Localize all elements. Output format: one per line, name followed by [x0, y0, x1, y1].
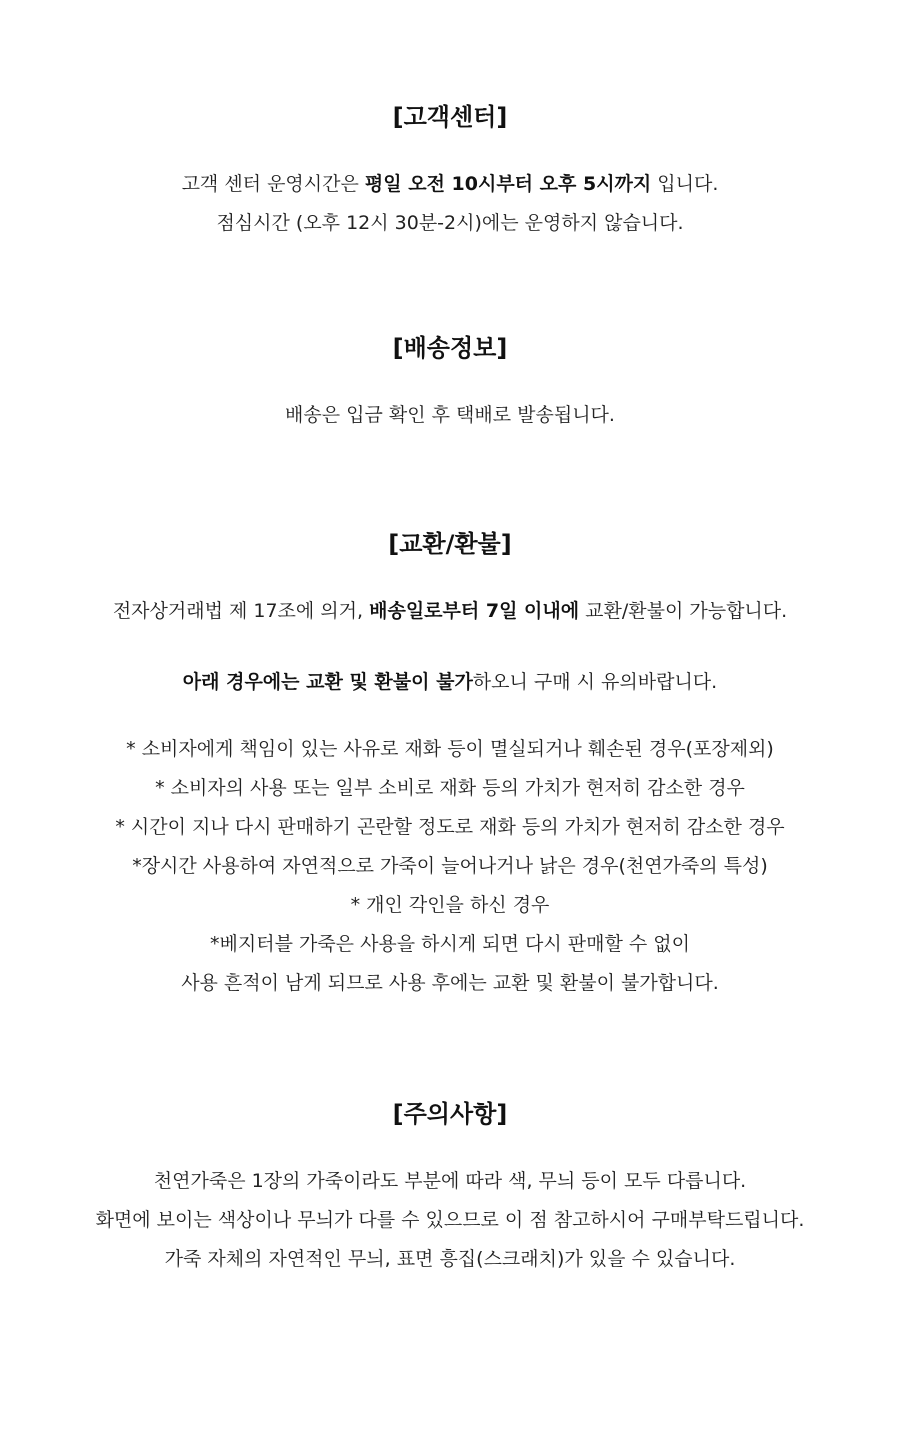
- customer-center-heading: [고객센터]: [392, 103, 508, 131]
- exchange-heading: [교환/환불]: [388, 530, 512, 558]
- exception-item: *베지터블 가죽은 사용을 하시게 되면 다시 판매할 수 없이: [210, 933, 690, 955]
- caution-section: [0, 1098, 900, 1279]
- exchange-period-highlight: 배송일로부터 7일 이내에: [369, 600, 580, 622]
- exchange-policy-text: 전자상거래법 제 17조에 의거, 배송일로부터 7일 이내에 교환/환불이 가능합니다.: [112, 600, 788, 622]
- exception-item: * 소비자에게 책임이 있는 사유로 재화 등이 멸실되거나 훼손된 경우(포장제외): [126, 738, 774, 760]
- operating-hours-text: 고객 센터 운영시간은 평일 오전 10시부터 오후 5시까지 입니다.: [181, 173, 719, 195]
- shipping-heading: [배송정보]: [392, 334, 508, 362]
- shipping-section: [0, 332, 900, 435]
- exception-item: * 소비자의 사용 또는 일부 소비로 재화 등의 가치가 현저히 감소한 경우: [155, 777, 745, 799]
- caution-line: 가죽 자체의 자연적인 무늬, 표면 흥집(스크래치)가 있을 수 있습니다.: [164, 1248, 736, 1270]
- shipping-info-text: 배송은 입금 확인 후 택배로 발송됩니다.: [285, 404, 615, 426]
- caution-line: 화면에 보이는 색상이나 무늬가 다를 수 있으므로 이 점 참고하시어 구매부탁드립니다.: [95, 1209, 805, 1231]
- exception-item: * 개인 각인을 하신 경우: [350, 894, 550, 916]
- exception-item: *장시간 사용하여 자연적으로 가죽이 늘어나거나 낡은 경우(천연가죽의 특성): [132, 855, 768, 877]
- customer-center-section: [0, 101, 900, 243]
- operating-hours-highlight: 평일 오전 10시부터 오후 5시까지: [364, 173, 652, 195]
- exception-item: 사용 흔적이 남게 되므로 사용 후에는 교환 및 환불이 불가합니다.: [181, 972, 719, 994]
- exchange-exception-text: 아래 경우에는 교환 및 환불이 불가하오니 구매 시 유의바랍니다.: [182, 671, 718, 693]
- exchange-section: [0, 528, 900, 1003]
- exchange-exception-highlight: 아래 경우에는 교환 및 환불이 불가: [182, 671, 473, 693]
- caution-line: 천연가죽은 1장의 가죽이라도 부분에 따라 색, 무늬 등이 모두 다릅니다.: [153, 1170, 747, 1192]
- lunch-break-text: 점심시간 (오후 12시 30분-2시)에는 운영하지 않습니다.: [216, 212, 684, 234]
- exception-item: * 시간이 지나 다시 판매하기 곤란할 정도로 재화 등의 가치가 현저히 감소한 경우: [115, 816, 785, 838]
- caution-heading: [주의사항]: [392, 1100, 508, 1128]
